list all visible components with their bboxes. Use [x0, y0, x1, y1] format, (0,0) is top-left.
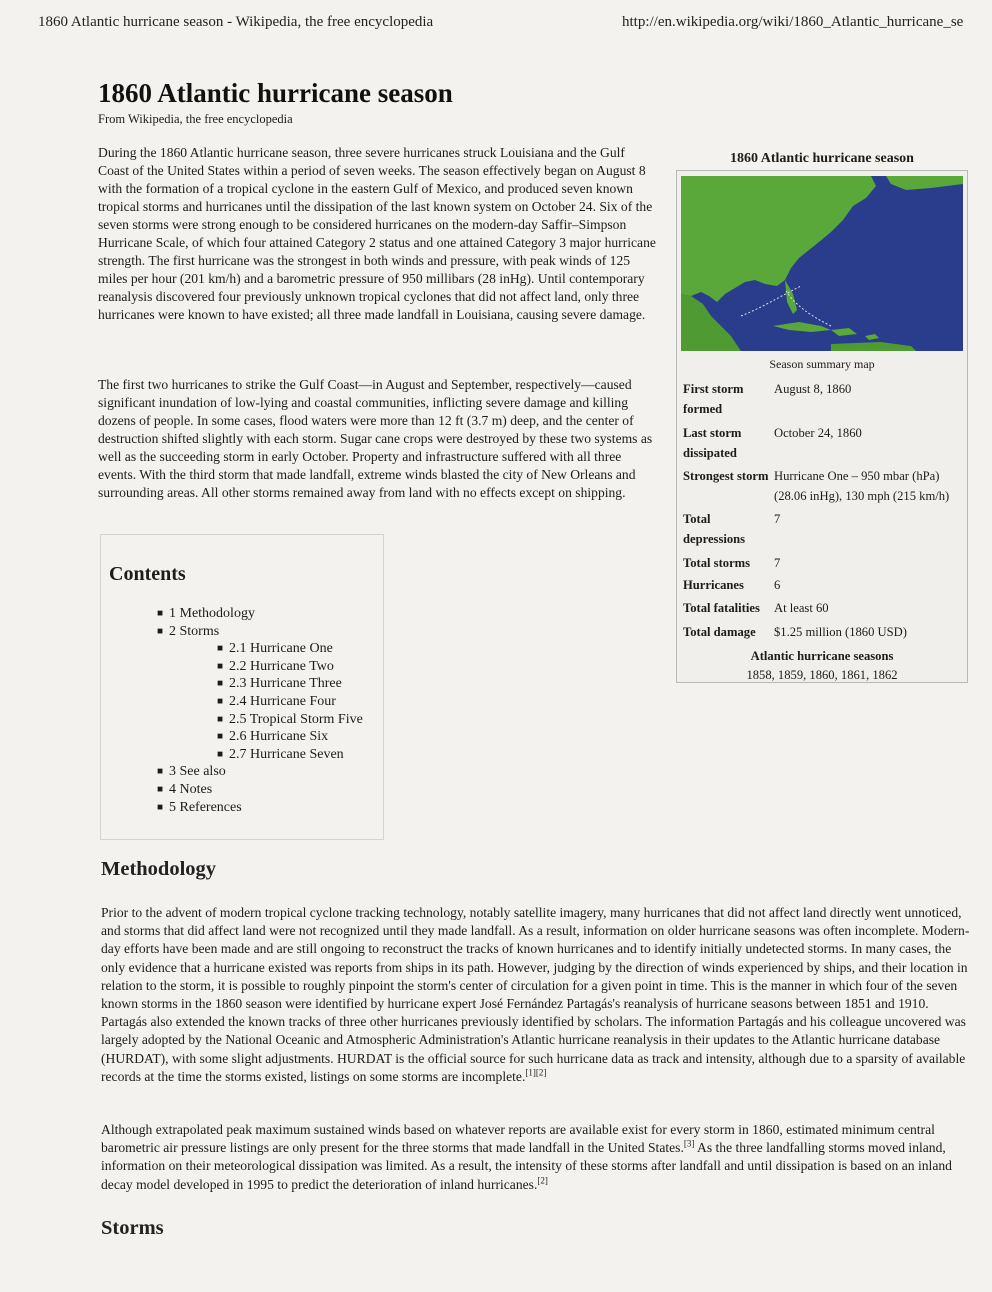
page-subtitle: From Wikipedia, the free encyclopedia — [98, 112, 293, 126]
season-link[interactable]: 1861 — [840, 668, 867, 682]
bullet-icon: ■ — [157, 608, 164, 619]
section-heading-storms: Storms — [101, 1217, 164, 1239]
infobox-label: Total storms — [683, 556, 751, 570]
toc-subitem[interactable]: ■ 2.5 Tropical Storm Five — [217, 711, 363, 727]
methodology-paragraph-1 — [101, 904, 971, 1086]
map-caption: Season summary map — [769, 357, 875, 371]
bullet-icon: ■ — [217, 695, 224, 707]
bullet-icon: ■ — [217, 748, 224, 760]
bullet-icon: ■ — [157, 783, 164, 795]
methodology-text: Prior to the advent of modern tropical cyclone tracking technology, notably satellite imagery, many hurricanes that did not affect land directly went unnoticed, and storms that did affect land were not recognized until they made landfall. As a result, information on older hurricane seasons was often incomplete. Modern-day efforts have been made and are still ongoing to reconstruct the tracks of known hurricanes and to identify initially undetected storms. In many cases, the only evidence that a hurricane existed was reports from ships in its path. However, judging by the direction of winds experienced by ships, and their location in relation to the storm, it is possible to roughly pinpoint the storm's center of circulation for a given point in time. This is the manner in which four of the seven known storms in the 1860 season were identified by hurricane expert José Fernández Partagás's reanalysis of hurricane seasons between 1851 and 1910. Partagás also extended the known tracks of three other hurricanes previously identified by scholars. The information Partagás and his colleague uncovered was largely adopted by the National Oceanic and Atmospheric Administration's Atlantic hurricane reanalysis in their updates to the Atlantic hurricane database (HURDAT), with some slight adjustments. HURDAT is the official source for such hurricane data as track and intensity, although due to a sparsity of available records at the time the storms existed, listings on some storms are incomplete. — [101, 905, 970, 1084]
season-link[interactable]: 1859 — [777, 668, 804, 682]
season-link: 1860 — [809, 668, 835, 682]
infobox-label: Strongest storm — [683, 469, 769, 483]
page-tab-title: 1860 Atlantic hurricane season - Wikipedia, the free encyclopedia — [38, 14, 434, 30]
methodology-paragraph-2 — [101, 1121, 971, 1194]
toc-subitem[interactable]: ■ 2.1 Hurricane One — [217, 641, 333, 657]
infobox-label: Total damage — [683, 625, 756, 639]
infobox-value: At least 60 — [774, 601, 829, 615]
toc-subitem[interactable]: ■ 2.6 Hurricane Six — [217, 729, 329, 745]
season-summary-map[interactable] — [681, 176, 963, 351]
season-nav-links: 1858, 1859, 1860, 1861, 1862 — [746, 668, 898, 682]
section-heading-methodology: Methodology — [101, 858, 217, 880]
toc-item[interactable]: ■ 4 Notes — [157, 781, 213, 797]
toc-item[interactable]: ■ 5 References — [157, 799, 242, 815]
bullet-icon: ■ — [157, 625, 164, 637]
page-url[interactable]: http://en.wikipedia.org/wiki/1860_Atlantic_hurricane_se — [622, 14, 964, 30]
infobox-value: $1.25 million (1860 USD) — [774, 625, 907, 639]
toc-subitem[interactable]: ■ 2.4 Hurricane Four — [217, 693, 336, 709]
page-title: 1860 Atlantic hurricane season — [98, 78, 453, 108]
bullet-icon: ■ — [217, 731, 224, 743]
methodology-text: As the three landfalling storms moved inland, information on their meteorological dissipation was limited. As a result, the intensity of these storms after landfall and until dissipation is based on an inland decay model developed in 1995 to predict the deterioration of inland hurricanes. — [101, 1140, 952, 1192]
infobox-value[interactable]: Hurricane One – 950 mbar (hPa) (28.06 inHg), 130 mph (215 km/h) — [774, 469, 950, 503]
infobox — [676, 170, 968, 683]
infobox-label: Total depressions — [683, 512, 746, 546]
bullet-icon: ■ — [217, 678, 224, 690]
toc-item[interactable]: ■ 1 Methodology — [157, 606, 255, 621]
citation-link[interactable]: [2] — [537, 1175, 548, 1186]
season-link[interactable]: 1858 — [746, 668, 772, 682]
season-nav-title: Atlantic hurricane seasons — [750, 649, 894, 663]
toc-list — [157, 605, 377, 816]
toc-title: Contents — [109, 563, 186, 585]
table-of-contents — [100, 534, 384, 840]
bullet-icon: ■ — [217, 660, 224, 672]
methodology-text: Although extrapolated peak maximum sustained winds based on whatever reports are available exist for every storm in 1860, estimated minimum central barometric air pressure listings are only present for the three storms that made landfall in the United States. — [101, 1122, 935, 1156]
infobox-label: Hurricanes — [683, 578, 744, 592]
citation-link[interactable]: [1][2] — [525, 1067, 547, 1078]
print-header — [38, 14, 992, 38]
intro-paragraph-1: During the 1860 Atlantic hurricane season, three severe hurricanes struck Louisiana and the Gulf Coast of the United States within a period of seven weeks. The season effectively began on August 8 with the formation of a tropical cyclone in the eastern Gulf of Mexico, and produced seven known tropical storms and hurricanes until the dissipation of the last known system on October 24. Six of the seven storms were strong enough to be considered hurricanes on the modern-day Saffir–Simpson Hurricane Scale, of which four attained Category 2 status and one attained Category 3 major hurricane strength. The first hurricane was the strongest in both winds and pressure, with peak winds of 125 miles per hour (201 km/h) and a barometric pressure of 950 millibars (28 inHg). Until contemporary reanalysis discovered four previously unknown tropical cyclones that did not affect land, only three hurricanes were known to have existed; all three made landfall in Louisiana, causing severe damage. — [98, 145, 656, 322]
toc-item[interactable]: ■ 2 Storms — [157, 623, 220, 639]
infobox-label: Last storm dissipated — [683, 426, 742, 460]
map-graphic — [681, 176, 963, 351]
toc-item[interactable]: ■ 3 See also — [157, 764, 226, 780]
bullet-icon: ■ — [157, 801, 164, 813]
infobox-label: First storm formed — [683, 382, 744, 416]
infobox-label: Total fatalities — [683, 601, 760, 615]
infobox-value: 7 — [774, 556, 781, 570]
bullet-icon: ■ — [217, 713, 224, 725]
toc-subitem[interactable]: ■ 2.3 Hurricane Three — [217, 676, 342, 692]
intro-paragraph-2: The first two hurricanes to strike the Gulf Coast—in August and September, respectively—caused significant inundation of low-lying and coastal communities, inflicting severe damage and killing dozens of people. In some cases, flood waters were more than 12 ft (3.7 m) deep, and the center of destruction shifted slightly with each storm. Sugar cane crops were destroyed by these two systems as well as the succeeding storm in early October. Property and infrastructure suffered with all three events. With the third storm that made landfall, extreme winds blasted the city of New Orleans and surrounding areas. All other storms remained away from land with no effects except on shipping. — [98, 377, 653, 500]
infobox-title: 1860 Atlantic hurricane season — [730, 151, 914, 166]
infobox-value: 7 — [774, 512, 781, 526]
infobox-value: August 8, 1860 — [774, 382, 852, 396]
citation-link[interactable]: [3] — [683, 1138, 695, 1149]
toc-subitem[interactable]: ■ 2.2 Hurricane Two — [217, 658, 334, 674]
infobox-value: October 24, 1860 — [774, 426, 862, 440]
infobox-value: 6 — [774, 578, 781, 592]
bullet-icon: ■ — [217, 643, 224, 655]
bullet-icon: ■ — [157, 766, 164, 778]
season-link[interactable]: 1862 — [872, 668, 898, 682]
toc-subitem[interactable]: ■ 2.7 Hurricane Seven — [217, 746, 344, 762]
